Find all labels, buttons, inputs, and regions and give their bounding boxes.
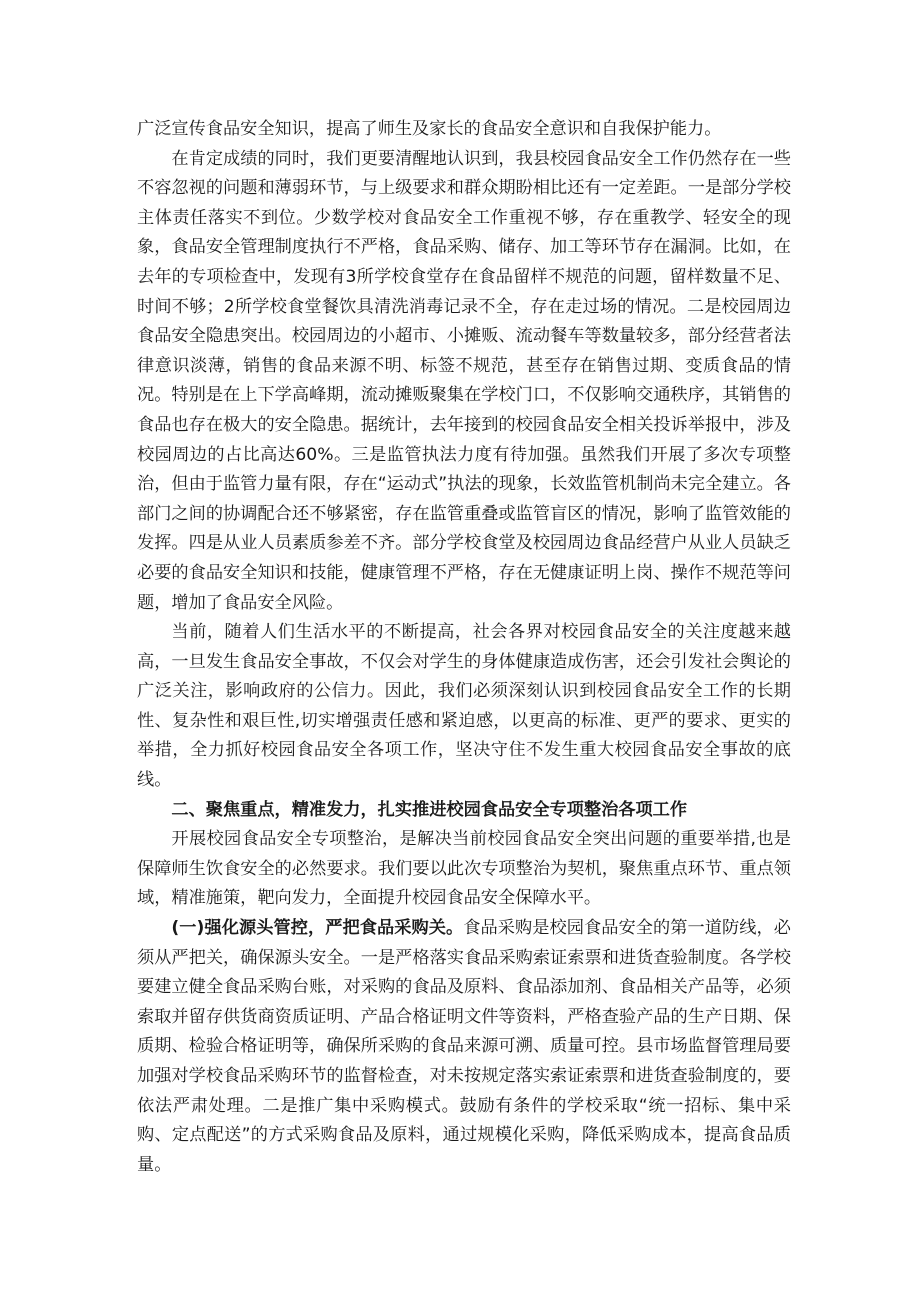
subsection-body: 食品采购是校园食品安全的第一道防线，必须从严把关，确保源头安全。一是严格落实食品采购索证索票和进货查验制度。各学校要建立健全食品采购台账，对采购的食品及原料、食品添加剂、食品相关产品等，必须索取并留存供货商资质证明、产品合格证明文件等资料，严格查验产品的生产日期、保质期、检验合格证明等，确保所采购的食品来源可溯、质量可控。县市场监督管理局要加强对学校食品采购环节的监督检查，对未按规定落实索证索票和进货查验制度的，要依法严肃处理。二是推广集中采购模式。鼓励有条件的学校采取“统一招标、集中采购、定点配送”的方式采购食品及原料，通过规模化采购，降低采购成本，提高食品质量。	[137, 918, 791, 1175]
subsection-lead: (一)强化源头管控，严把食品采购关。	[171, 918, 464, 939]
section-heading: 二、聚焦重点，精准发力，扎实推进校园食品安全专项整治各项工作	[171, 799, 688, 820]
paragraph-procurement	[137, 914, 791, 1180]
paragraph-section-intro: 开展校园食品安全专项整治，是解决当前校园食品安全突出问题的重要举措,也是保障师生饮食安全的必然要求。我们要以此次专项整治为契机，聚焦重点环节、重点领域，精准施策，靶向发力，全面提升校园食品安全保障水平。	[137, 829, 791, 909]
paragraph-problems: 在肯定成绩的同时，我们更要清醒地认识到，我县校园食品安全工作仍然存在一些不容忽视的问题和薄弱环节，与上级要求和群众期盼相比还有一定差距。一是部分学校主体责任落实不到位。少数学校对食品安全工作重视不够，存在重教学、轻安全的现象，食品安全管理制度执行不严格，食品采购、储存、加工等环节存在漏洞。比如，在去年的专项检查中，发现有3所学校食堂存在食品留样不规范的问题，留样数量不足、时间不够；2所学校食堂餐饮具清洗消毒记录不全，存在走过场的情况。二是校园周边食品安全隐患突出。校园周边的小超市、小摊贩、流动餐车等数量较多，部分经营者法律意识淡薄，销售的食品来源不明、标签不规范，甚至存在销售过期、变质食品的情况。特别是在上下学高峰期，流动摊贩聚集在学校门口，不仅影响交通秩序，其销售的食品也存在极大的安全隐患。据统计，去年接到的校园食品安全相关投诉举报中，涉及校园周边的占比高达60%。三是监管执法力度有待加强。虽然我们开展了多次专项整治，但由于监管力量有限，存在“运动式”执法的现象，长效监管机制尚未完全建立。各部门之间的协调配合还不够紧密，存在监管重叠或监管盲区的情况，影响了监管效能的发挥。四是从业人员素质参差不齐。部分学校食堂及校园周边食品经营户从业人员缺乏必要的食品安全知识和技能，健康管理不严格，存在无健康证明上岗、操作不规范等问题，增加了食品安全风险。	[137, 148, 791, 613]
document-body	[137, 115, 791, 1180]
paragraph-continuation: 广泛宣传食品安全知识，提高了师生及家长的食品安全意识和自我保护能力。	[137, 119, 722, 139]
paragraph-current-situation: 当前，随着人们生活水平的不断提高，社会各界对校园食品安全的关注度越来越高，一旦发生食品安全事故，不仅会对学生的身体健康造成伤害，还会引发社会舆论的广泛关注，影响政府的公信力。因此，我们必须深刻认识到校园食品安全工作的长期性、复杂性和艰巨性,切实增强责任感和紧迫感，以更高的标准、更严的要求、更实的举措，全力抓好校园食品安全各项工作，坚决守住不发生重大校园食品安全事故的底线。	[137, 622, 791, 791]
